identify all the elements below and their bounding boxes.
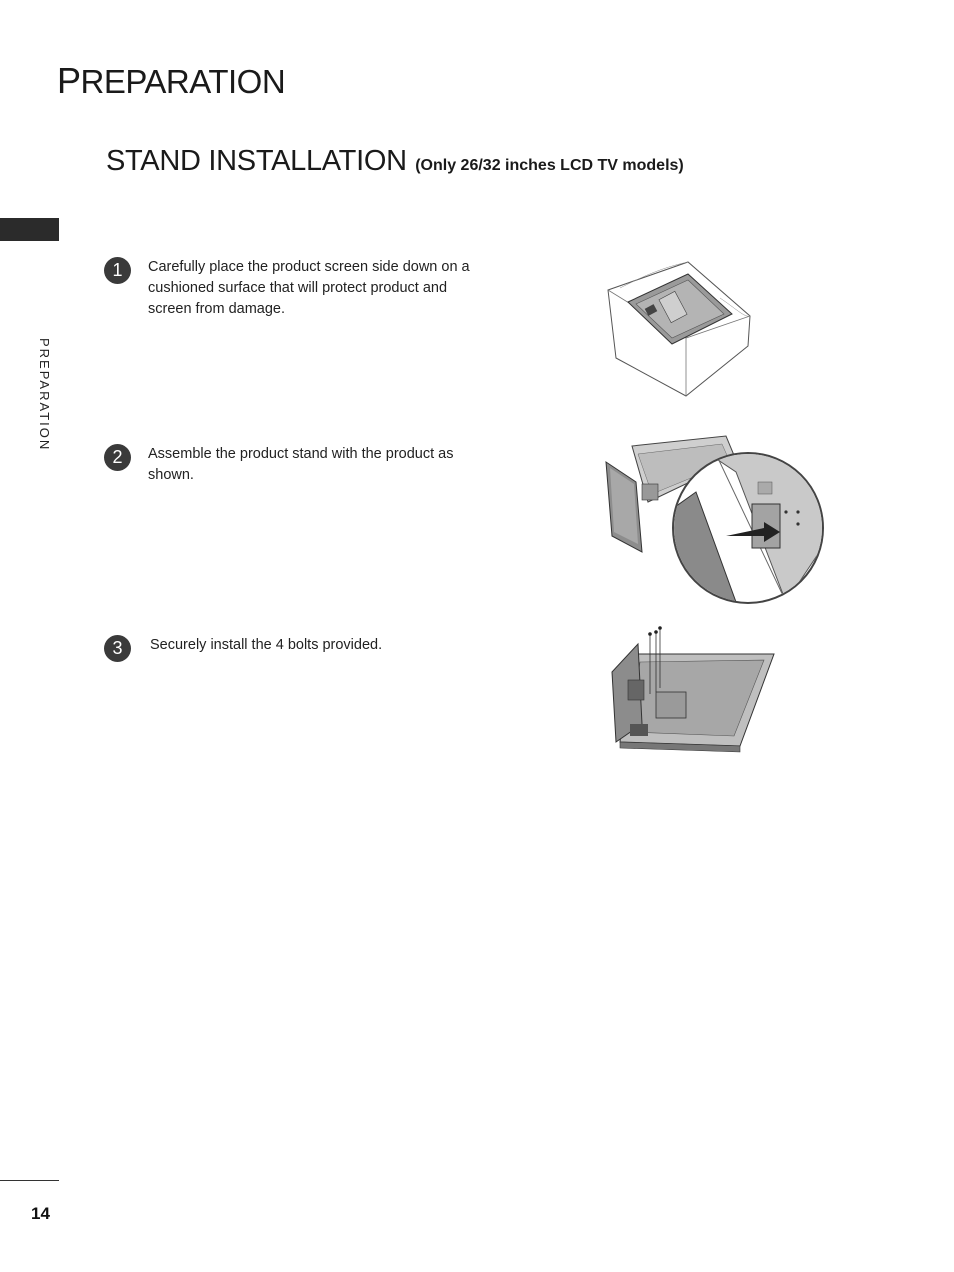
page-subtitle: (Only 26/32 inches LCD TV models) bbox=[415, 157, 684, 174]
page-number: 14 bbox=[31, 1204, 50, 1223]
step-1-number: 1 bbox=[104, 257, 131, 284]
step-2-number: 2 bbox=[104, 444, 131, 471]
footer-rule bbox=[0, 1180, 59, 1181]
step-1-text: Carefully place the product screen side down on a cushioned surface that will protect product and screen from damage. bbox=[148, 259, 470, 317]
side-section-label: PREPARATION bbox=[37, 338, 52, 452]
stand-assembly-illustration bbox=[586, 432, 826, 606]
step-2-text: Assemble the product stand with the product as shown. bbox=[148, 446, 454, 483]
bolts-installation-illustration bbox=[608, 624, 782, 754]
step-3-number: 3 bbox=[104, 635, 131, 662]
step-3-text: Securely install the 4 bolts provided. bbox=[150, 637, 383, 653]
side-tab-marker bbox=[0, 218, 59, 241]
page-title: STAND INSTALLATION bbox=[106, 145, 407, 177]
page-heading bbox=[106, 145, 684, 178]
tv-face-down-illustration bbox=[600, 258, 762, 402]
section-title: PREPARATION bbox=[57, 60, 286, 101]
